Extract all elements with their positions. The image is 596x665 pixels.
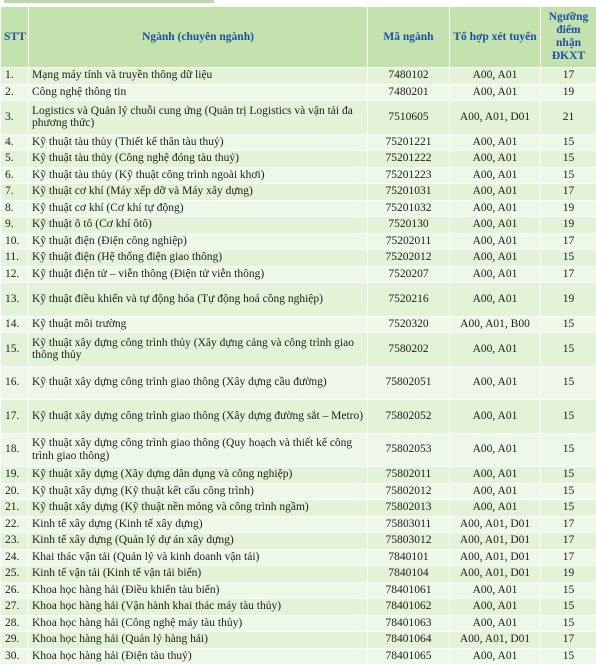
row-major-name: Khoa học hàng hải (Quản lý hàng hải) bbox=[29, 632, 368, 649]
row-stt: 23. bbox=[1, 533, 29, 550]
row-stt: 11. bbox=[1, 250, 29, 267]
table-row bbox=[1, 582, 596, 599]
row-combination: A00, A01 bbox=[450, 366, 541, 400]
row-min-score: 17 bbox=[541, 68, 596, 85]
row-combination: A00, A01 bbox=[450, 599, 541, 616]
row-stt: 14. bbox=[1, 316, 29, 333]
row-major-name: Mạng máy tính và truyền thông dữ liệu bbox=[29, 68, 368, 85]
table-row bbox=[1, 217, 596, 234]
row-major-code: 78401063 bbox=[368, 615, 450, 632]
table-row bbox=[1, 433, 596, 467]
table-row bbox=[1, 266, 596, 283]
row-combination: A00, A01 bbox=[450, 333, 541, 367]
row-min-score: 15 bbox=[541, 500, 596, 517]
row-combination: A00, A01 bbox=[450, 134, 541, 151]
row-stt: 13. bbox=[1, 283, 29, 317]
row-combination: A00, A01 bbox=[450, 483, 541, 500]
row-major-name: Kinh tế xây dựng (Quản lý dự án xây dựng) bbox=[29, 533, 368, 550]
row-combination: A00, A01 bbox=[450, 400, 541, 434]
table-row bbox=[1, 566, 596, 583]
row-min-score: 15 bbox=[541, 615, 596, 632]
row-major-code: 7840101 bbox=[368, 549, 450, 566]
row-major-code: 78401064 bbox=[368, 632, 450, 649]
row-combination: A00, A01, D01 bbox=[450, 533, 541, 550]
table-row bbox=[1, 151, 596, 168]
row-major-code: 75201032 bbox=[368, 200, 450, 217]
row-major-code: 75802051 bbox=[368, 366, 450, 400]
table-row bbox=[1, 184, 596, 201]
row-stt: 9. bbox=[1, 217, 29, 234]
table-row bbox=[1, 366, 596, 400]
row-combination: A00, A01 bbox=[450, 217, 541, 234]
row-major-code: 75202012 bbox=[368, 250, 450, 267]
row-stt: 18. bbox=[1, 433, 29, 467]
row-combination: A00, A01 bbox=[450, 151, 541, 168]
row-major-name: Kỹ thuật tàu thủy (Kỹ thuật công trình ngoài khơi) bbox=[29, 167, 368, 184]
row-min-score: 15 bbox=[541, 366, 596, 400]
table-row bbox=[1, 316, 596, 333]
row-min-score: 15 bbox=[541, 483, 596, 500]
row-major-code: 75803012 bbox=[368, 533, 450, 550]
row-min-score: 15 bbox=[541, 467, 596, 484]
row-major-code: 78401065 bbox=[368, 648, 450, 665]
row-major-code: 75201223 bbox=[368, 167, 450, 184]
row-combination: A00, A01 bbox=[450, 500, 541, 517]
row-major-name: Kinh tế vận tải (Kinh tế vận tải biển) bbox=[29, 566, 368, 583]
table-row bbox=[1, 483, 596, 500]
row-min-score: 19 bbox=[541, 217, 596, 234]
row-major-code: 78401061 bbox=[368, 582, 450, 599]
row-major-code: 7480201 bbox=[368, 84, 450, 101]
row-stt: 29. bbox=[1, 632, 29, 649]
row-min-score: 15 bbox=[541, 316, 596, 333]
row-major-code: 75803011 bbox=[368, 516, 450, 533]
table-row bbox=[1, 68, 596, 85]
row-combination: A00, A01, B00 bbox=[450, 316, 541, 333]
table-row bbox=[1, 500, 596, 517]
row-combination: A00, A01 bbox=[450, 233, 541, 250]
row-combination: A00, A01 bbox=[450, 266, 541, 283]
row-min-score: 15 bbox=[541, 250, 596, 267]
row-min-score: 15 bbox=[541, 333, 596, 367]
row-combination: A00, A01 bbox=[450, 615, 541, 632]
row-major-code: 7520320 bbox=[368, 316, 450, 333]
row-major-name: Kỹ thuật xây dựng công trình thủy (Xây dựng cảng và công trình giao thông thủy bbox=[29, 333, 368, 367]
row-major-name: Kỹ thuật xây dựng công trình giao thông (Quy hoạch và thiết kế công trình giao thông) bbox=[29, 433, 368, 467]
row-major-name: Logistics và Quản lý chuỗi cung ứng (Quản trị Logistics và vận tải đa phương thức) bbox=[29, 101, 368, 135]
row-major-code: 75202011 bbox=[368, 233, 450, 250]
row-min-score: 17 bbox=[541, 516, 596, 533]
row-major-name: Kỹ thuật cơ khí (Cơ khí tự động) bbox=[29, 200, 368, 217]
row-major-name: Kinh tế xây dựng (Kinh tế xây dựng) bbox=[29, 516, 368, 533]
header-stt: STT bbox=[1, 7, 29, 68]
row-major-name: Khoa học hàng hải (Công nghệ máy tàu thủy) bbox=[29, 615, 368, 632]
row-min-score: 15 bbox=[541, 167, 596, 184]
table-row bbox=[1, 599, 596, 616]
row-combination: A00, A01, D01 bbox=[450, 632, 541, 649]
row-major-name: Kỹ thuật xây dựng (Kỹ thuật nền móng và công trình ngầm) bbox=[29, 500, 368, 517]
row-major-code: 7510605 bbox=[368, 101, 450, 135]
row-min-score: 17 bbox=[541, 184, 596, 201]
row-combination: A00, A01 bbox=[450, 184, 541, 201]
table-row bbox=[1, 200, 596, 217]
table-row bbox=[1, 400, 596, 434]
row-min-score: 15 bbox=[541, 582, 596, 599]
row-major-name: Kỹ thuật xây dựng (Xây dựng dân dụng và công nghiệp) bbox=[29, 467, 368, 484]
row-combination: A00, A01 bbox=[450, 582, 541, 599]
row-min-score: 15 bbox=[541, 400, 596, 434]
table-row bbox=[1, 632, 596, 649]
row-stt: 16. bbox=[1, 366, 29, 400]
row-major-code: 75802013 bbox=[368, 500, 450, 517]
row-stt: 6. bbox=[1, 167, 29, 184]
row-stt: 21. bbox=[1, 500, 29, 517]
row-combination: A00, A01 bbox=[450, 68, 541, 85]
row-major-name: Kỹ thuật xây dựng (Kỹ thuật kết cấu công trình) bbox=[29, 483, 368, 500]
row-stt: 28. bbox=[1, 615, 29, 632]
admission-threshold-table bbox=[0, 6, 596, 665]
row-combination: A00, A01, D01 bbox=[450, 516, 541, 533]
row-stt: 10. bbox=[1, 233, 29, 250]
row-major-code: 78401062 bbox=[368, 599, 450, 616]
row-major-name: Công nghệ thông tin bbox=[29, 84, 368, 101]
row-stt: 22. bbox=[1, 516, 29, 533]
row-min-score: 17 bbox=[541, 632, 596, 649]
row-major-code: 75201031 bbox=[368, 184, 450, 201]
row-major-name: Kỹ thuật điện (Hệ thống điện giao thông) bbox=[29, 250, 368, 267]
row-major-name: Khoa học hàng hải (Vận hành khai thác máy tàu thủy) bbox=[29, 599, 368, 616]
row-min-score: 21 bbox=[541, 101, 596, 135]
row-major-name: Khoa học hàng hải (Điện tàu thuỷ) bbox=[29, 648, 368, 665]
row-major-code: 75201222 bbox=[368, 151, 450, 168]
header-min-score: Ngưỡng điểm nhận ĐKXT bbox=[541, 7, 596, 68]
header-combination: Tổ hợp xét tuyển bbox=[450, 7, 541, 68]
row-major-name: Kỹ thuật cơ khí (Máy xếp dỡ và Máy xây dựng) bbox=[29, 184, 368, 201]
row-stt: 24. bbox=[1, 549, 29, 566]
row-major-name: Kỹ thuật điện (Điện công nghiệp) bbox=[29, 233, 368, 250]
row-combination: A00, A01 bbox=[450, 283, 541, 317]
row-min-score: 19 bbox=[541, 200, 596, 217]
row-major-code: 75802012 bbox=[368, 483, 450, 500]
table-row bbox=[1, 101, 596, 135]
row-min-score: 17 bbox=[541, 266, 596, 283]
row-combination: A00, A01 bbox=[450, 467, 541, 484]
row-major-code: 7480102 bbox=[368, 68, 450, 85]
row-major-code: 7520216 bbox=[368, 283, 450, 317]
row-stt: 4. bbox=[1, 134, 29, 151]
row-min-score: 15 bbox=[541, 648, 596, 665]
row-min-score: 19 bbox=[541, 84, 596, 101]
row-min-score: 15 bbox=[541, 151, 596, 168]
row-stt: 7. bbox=[1, 184, 29, 201]
row-stt: 2. bbox=[1, 84, 29, 101]
table-row bbox=[1, 250, 596, 267]
row-combination: A00, A01 bbox=[450, 250, 541, 267]
table-header-row bbox=[1, 7, 596, 68]
row-major-name: Kỹ thuật điều khiển và tự động hóa (Tự động hoá công nghiệp) bbox=[29, 283, 368, 317]
row-min-score: 17 bbox=[541, 533, 596, 550]
cropped-heading-remnant bbox=[4, 0, 214, 3]
row-combination: A00, A01 bbox=[450, 84, 541, 101]
table-row bbox=[1, 167, 596, 184]
table-row bbox=[1, 648, 596, 665]
row-stt: 1. bbox=[1, 68, 29, 85]
row-stt: 8. bbox=[1, 200, 29, 217]
table-row bbox=[1, 233, 596, 250]
row-stt: 3. bbox=[1, 101, 29, 135]
row-min-score: 15 bbox=[541, 433, 596, 467]
row-major-code: 75201221 bbox=[368, 134, 450, 151]
table-row bbox=[1, 333, 596, 367]
row-stt: 5. bbox=[1, 151, 29, 168]
row-major-name: Kỹ thuật xây dựng công trình giao thông (Xây dựng đường sắt – Metro) bbox=[29, 400, 368, 434]
row-major-code: 7580202 bbox=[368, 333, 450, 367]
row-major-code: 7520207 bbox=[368, 266, 450, 283]
row-stt: 25. bbox=[1, 566, 29, 583]
row-min-score: 15 bbox=[541, 599, 596, 616]
table-row bbox=[1, 467, 596, 484]
row-major-name: Kỹ thuật tàu thủy (Thiết kế thân tàu thuỷ) bbox=[29, 134, 368, 151]
row-min-score: 17 bbox=[541, 549, 596, 566]
table-row bbox=[1, 134, 596, 151]
row-stt: 27. bbox=[1, 599, 29, 616]
row-stt: 20. bbox=[1, 483, 29, 500]
row-min-score: 19 bbox=[541, 283, 596, 317]
table-row bbox=[1, 549, 596, 566]
row-major-name: Kỹ thuật ô tô (Cơ khí ôtô) bbox=[29, 217, 368, 234]
row-stt: 26. bbox=[1, 582, 29, 599]
row-min-score: 15 bbox=[541, 134, 596, 151]
row-major-name: Khoa học hàng hải (Điều khiển tàu biển) bbox=[29, 582, 368, 599]
header-code: Mã ngành bbox=[368, 7, 450, 68]
row-major-code: 7520130 bbox=[368, 217, 450, 234]
row-stt: 17. bbox=[1, 400, 29, 434]
row-combination: A00, A01 bbox=[450, 200, 541, 217]
row-major-code: 7840104 bbox=[368, 566, 450, 583]
table-row bbox=[1, 84, 596, 101]
row-stt: 15. bbox=[1, 333, 29, 367]
table-row bbox=[1, 516, 596, 533]
row-combination: A00, A01, D01 bbox=[450, 566, 541, 583]
row-combination: A00, A01 bbox=[450, 648, 541, 665]
table-row bbox=[1, 283, 596, 317]
row-combination: A00, A01 bbox=[450, 433, 541, 467]
row-major-code: 75802052 bbox=[368, 400, 450, 434]
row-stt: 19. bbox=[1, 467, 29, 484]
row-major-name: Kỹ thuật xây dựng công trình giao thông (Xây dựng cầu đường) bbox=[29, 366, 368, 400]
row-combination: A00, A01, D01 bbox=[450, 549, 541, 566]
row-min-score: 19 bbox=[541, 566, 596, 583]
row-stt: 30. bbox=[1, 648, 29, 665]
row-major-name: Kỹ thuật tàu thủy (Công nghệ đóng tàu thuỷ) bbox=[29, 151, 368, 168]
row-combination: A00, A01, D01 bbox=[450, 101, 541, 135]
row-stt: 12. bbox=[1, 266, 29, 283]
row-major-name: Khai thác vận tải (Quản lý và kinh doanh vận tải) bbox=[29, 549, 368, 566]
row-combination: A00, A01 bbox=[450, 167, 541, 184]
row-min-score: 17 bbox=[541, 233, 596, 250]
row-major-name: Kỹ thuật điện tử – viễn thông (Điện tử viễn thông) bbox=[29, 266, 368, 283]
row-major-code: 75802011 bbox=[368, 467, 450, 484]
row-major-code: 75802053 bbox=[368, 433, 450, 467]
table-row bbox=[1, 533, 596, 550]
row-major-name: Kỹ thuật môi trường bbox=[29, 316, 368, 333]
table-row bbox=[1, 615, 596, 632]
header-major: Ngành (chuyên ngành) bbox=[29, 7, 368, 68]
